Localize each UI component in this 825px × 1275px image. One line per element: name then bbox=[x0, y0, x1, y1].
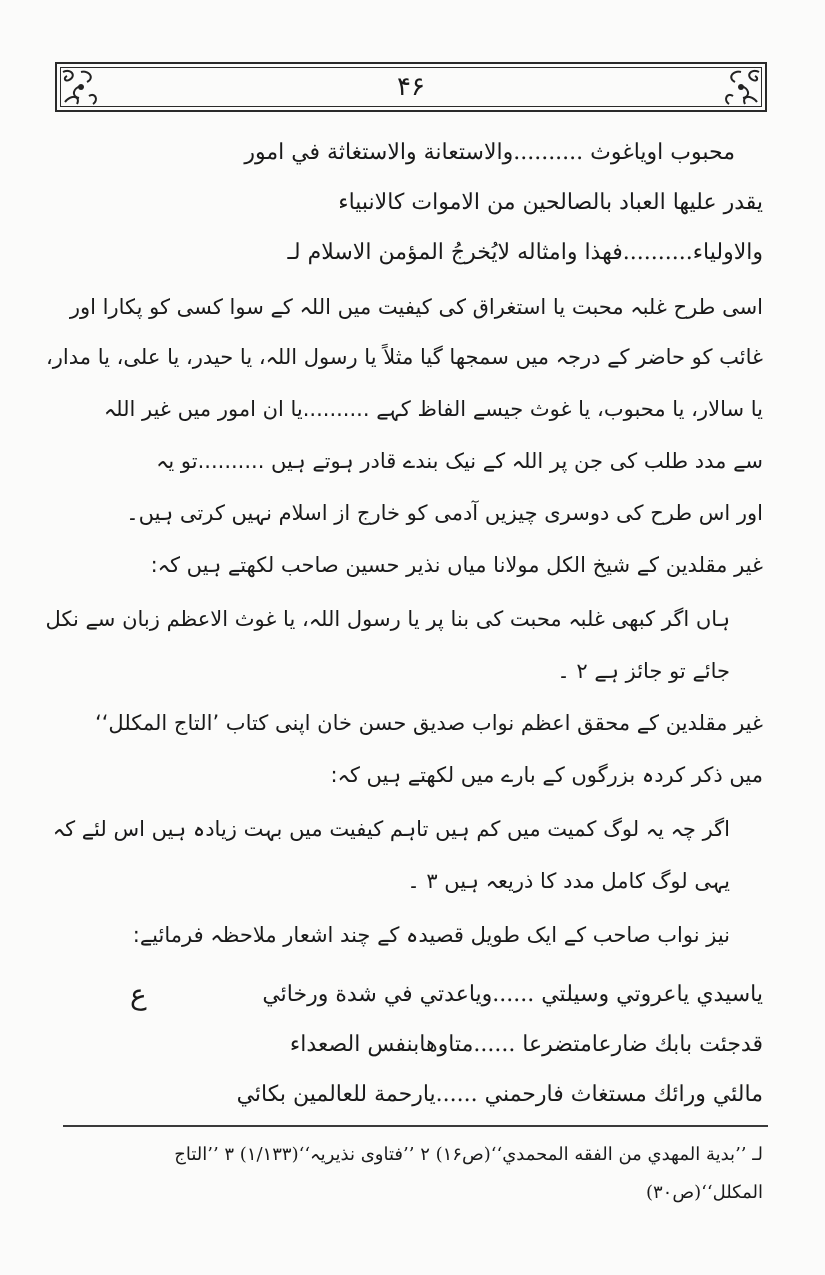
text-line: سے مدد طلب کی جن پر اللہ کے نیک بندے قادر ہوتے ہیں ..........تو یہ bbox=[156, 449, 763, 473]
text-line: يقدر عليها العباد بالصالحين من الاموات كالانبياء bbox=[338, 190, 763, 215]
text-line: اگر چہ یہ لوگ کمیت میں کم ہیں تاہم کیفیت میں بہت زیادہ ہیں اس لئے کہ bbox=[52, 817, 730, 841]
text-line: ہاں اگر کبھی غلبہ محبت کی بنا پر یا رسول اللہ، یا غوث الاعظم زبان سے نکل bbox=[45, 607, 730, 631]
footnote-line: المکلل‘‘(ص۳۰) bbox=[645, 1182, 763, 1203]
text-line: غائب کو حاضر کے درجہ میں سمجھا گیا مثلاً یا رسول اللہ، یا حیدر، یا علی، یا مدار، bbox=[46, 345, 763, 369]
verse-line: ياسيدي ياعروتي وسيلتي ......وياعدتي في شدة ورخائي bbox=[262, 982, 763, 1007]
text-line: نیز نواب صاحب کے ایک طویل قصیدہ کے چند اشعار ملاحظہ فرمائیے: bbox=[132, 923, 730, 947]
text-line: اور اس طرح کی دوسری چیزیں آدمی کو خارج از اسلام نہیں کرتی ہیں۔ bbox=[126, 501, 763, 525]
text-line: میں ذکر کردہ بزرگوں کے بارے میں لکھتے ہیں کہ: bbox=[330, 763, 763, 787]
text-line: محبوب اوياغوث ..........والاستعانة والاستغاثة في امور bbox=[244, 140, 735, 165]
text-line: یہی لوگ کامل مدد کا ذریعہ ہیں ۳ ۔ bbox=[407, 869, 730, 893]
verse-marker: ع bbox=[130, 978, 147, 1011]
page-number: ۴۶ bbox=[397, 72, 425, 102]
text-line: غیر مقلدین کے محقق اعظم نواب صدیق حسن خان اپنی کتاب ’التاج المکلل‘‘ bbox=[95, 711, 763, 735]
verse-line: قدجئت بابك ضارعامتضرعا ......متاوهابنفس الصعداء bbox=[289, 1032, 763, 1057]
footnote-line: لـ ’’بدية المهدي من الفقه المحمدي‘‘(ص۱۶) ۲ ’’فتاوی نذیریہ‘‘(۱/۱۳۳) ۳ ’’التاج bbox=[174, 1144, 763, 1165]
text-line: یا سالار، یا محبوب، یا غوث جیسے الفاظ کہے ..........یا ان امور میں غیر اللہ bbox=[103, 397, 763, 421]
text-line: والاولياء..........فهذا وامثاله لايُخرجُ المؤمن الاسلام لـ bbox=[287, 240, 763, 265]
text-line: غیر مقلدین کے شیخ الکل مولانا میاں نذیر حسین صاحب لکھتے ہیں کہ: bbox=[150, 553, 763, 577]
footnote-divider bbox=[63, 1125, 768, 1127]
verse-line: مالئي ورائك مستغاث فارحمني ......يارحمة للعالمين بكائي bbox=[236, 1082, 763, 1107]
text-line: جائے تو جائز ہے ۲ ۔ bbox=[557, 659, 730, 683]
page-header-frame bbox=[55, 62, 767, 112]
text-line: اسی طرح غلبہ محبت یا استغراق کی کیفیت میں اللہ کے سوا کسی کو پکارا اور bbox=[69, 295, 763, 319]
